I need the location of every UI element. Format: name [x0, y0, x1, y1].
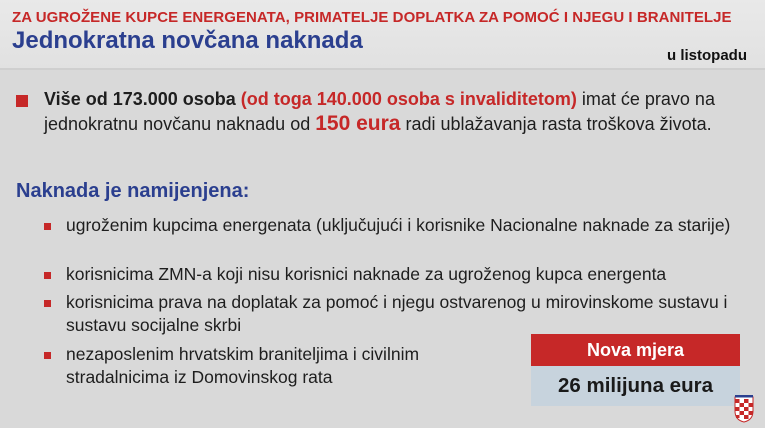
list-item: ugroženim kupcima energenata (uključujući i korisnike Nacionalne naknade za starije)	[66, 215, 731, 235]
main-paragraph	[44, 88, 734, 136]
subheading: Naknada je namijenjena:	[16, 180, 250, 202]
main-part1: Više od 173.000 osoba	[44, 89, 236, 109]
list-item: korisnicima ZMN-a koji nisu korisnici naknade za ugroženog kupca energenta	[66, 264, 667, 284]
badge-value: 26 milijuna eura	[531, 366, 740, 406]
main-part4: radi ublažavanja rasta troškova života.	[405, 113, 712, 134]
main-bullet-icon	[16, 95, 28, 107]
slide-title: Jednokratna novčana naknada	[12, 27, 363, 54]
slide-header	[0, 0, 765, 70]
list-bullet-icon	[44, 223, 51, 230]
list-bullet-icon	[44, 352, 51, 359]
list-bullet-icon	[44, 300, 51, 307]
badge-label: Nova mjera	[531, 334, 740, 366]
main-amount: 150 eura	[315, 111, 401, 135]
main-part3: imat će pravo na jednokratnu novčanu naknadu od	[44, 89, 715, 134]
list-item: nezaposlenim hrvatskim braniteljima i civilnim stradalnicima iz Domovinskog rata	[66, 344, 420, 387]
list-item: korisnicima prava na doplatak za pomoć i njegu ostvarenog u mirovinskome sustavu i sustavu socijalne skrbi	[66, 292, 728, 335]
period-label: u listopadu	[667, 47, 747, 64]
header-kicker: ZA UGROŽENE KUPCE ENERGENATA, PRIMATELJE DOPLATKA ZA POMOĆ I NJEGU I BRANITELJE	[12, 9, 732, 26]
list-bullet-icon	[44, 272, 51, 279]
croatian-coat-of-arms-icon	[734, 395, 754, 423]
main-part2: (od toga 140.000 osoba s invaliditetom)	[240, 89, 577, 109]
